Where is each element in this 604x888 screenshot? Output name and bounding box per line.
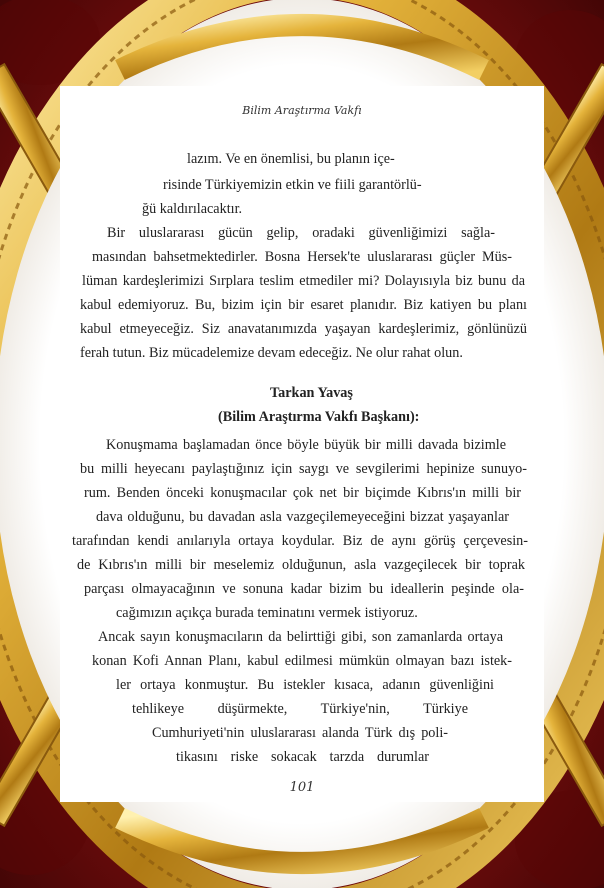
- speech-line: Ancak sayın konuşmacıların da belirttiği gibi, son zamanlarda ortaya: [98, 629, 503, 645]
- speech-line: tehlikeye düşürmekte, Türkiye'nin, Türkiye: [132, 701, 468, 717]
- body-line: ğü kaldırılacaktır.: [142, 201, 243, 217]
- body-line: kabul etmeyeceğiz. Siz anavatanımızda yaşayan kardeşlerimiz, gönlünüzü: [80, 321, 527, 337]
- speech-line: parçası olmayacağının ve sonuna kadar bizim bu ideallerin peşinde ola-: [84, 581, 524, 597]
- body-line: Bir uluslararası gücün gelip, oradaki güvenliğimizi sağla-: [107, 225, 495, 241]
- running-header: Bilim Araştırma Vakfı: [242, 104, 362, 117]
- speech-line: tikasını riske sokacak tarzda durumlar: [176, 749, 429, 765]
- speech-line: de Kıbrıs'ın milli bir meselemiz olduğunun, asla vazgeçilecek bir toprak: [77, 557, 525, 573]
- speech-line: rum. Benden önceki konuşmacılar çok net bir biçimde Kıbrıs'ın milli bir: [84, 485, 521, 501]
- speech-line: Konuşmama başlamadan önce böyle büyük bir milli davada bizimle: [106, 437, 506, 453]
- speech-line: cağımızın açıkça burada teminatını vermek istiyoruz.: [116, 605, 418, 621]
- speaker-name: Tarkan Yavaş: [270, 385, 353, 401]
- body-line: lazım. Ve en önemlisi, bu planın içe-: [187, 151, 395, 167]
- speech-line: dava olduğunu, bu davadan asla vazgeçilemeyeceğini bizzat yaşayanlar: [96, 509, 509, 525]
- body-line: lüman kardeşlerimizi Sırplara teslim etmediler mi? Dolayısıyla biz bunu da: [82, 273, 525, 289]
- body-line: kabul edemiyoruz. Bu, bizim için bir esaret planıdır. Biz katiyen bu planı: [80, 297, 527, 313]
- page-number: 101: [289, 780, 315, 795]
- body-line: masından bahsetmektedirler. Bosna Hersek'te uluslararası güçler Müs-: [92, 249, 512, 265]
- body-line: ferah tutun. Biz mücadelemize devam edeceğiz. Ne olur rahat olun.: [80, 345, 463, 361]
- speech-line: konan Kofi Annan Planı, kabul edilmesi mümkün olmayan bazı istek-: [92, 653, 512, 669]
- speech-line: tarafından kendi anılarıyla ortaya koydular. Biz de aynı görüş çerçevesin-: [72, 533, 528, 549]
- speech-line: ler ortaya konmuştur. Bu istekler kısaca, adanın güvenliğini: [116, 677, 494, 693]
- body-line: risinde Türkiyemizin etkin ve fiili garantörlü-: [163, 177, 422, 193]
- speech-line: bu milli heyecanı paylaştığınız için saygı ve sevgilerimi hepinize sunuyo-: [80, 461, 527, 477]
- speech-line: Cumhuriyeti'nin uluslararası alanda Türk dış poli-: [152, 725, 448, 741]
- speaker-affiliation: (Bilim Araştırma Vakfı Başkanı):: [218, 409, 420, 425]
